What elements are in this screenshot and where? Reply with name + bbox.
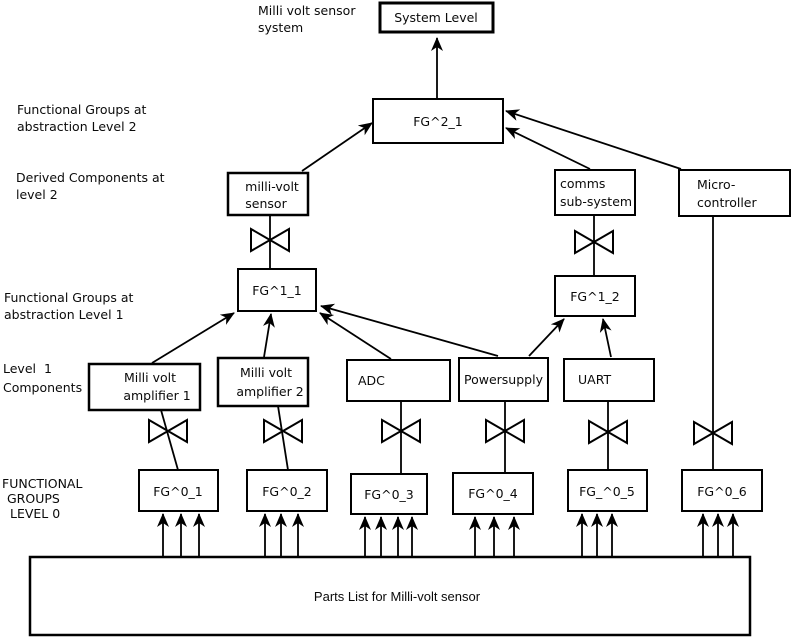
milli-volt-sensor-label: milli-volt: [245, 179, 299, 194]
milli-volt-sensor-node: [228, 173, 308, 215]
uart-node: [564, 359, 654, 401]
powersupply-label: Powersupply: [464, 372, 543, 387]
label-line: Milli volt sensor: [258, 3, 356, 18]
label-line: Functional Groups at: [4, 290, 134, 305]
arrow-psu-fg12: [529, 319, 564, 356]
label-functional-groups-level0: [2, 476, 82, 521]
milli-volt-amplifier-2-label: amplifier 2: [236, 384, 304, 399]
fg0-6-node: [682, 470, 762, 511]
label-level1-components: [3, 361, 82, 395]
label-line: level 2: [16, 187, 58, 202]
arrow-amp2-fg11: [264, 314, 271, 357]
fg0-1-node: [139, 470, 218, 511]
label-line: GROUPS: [7, 491, 60, 506]
system-level-label: System Level: [394, 10, 478, 25]
adc-node: [347, 360, 450, 401]
milli-volt-amplifier-1-node: [89, 364, 200, 410]
parts-list-label: Parts List for Milli-volt sensor: [313, 589, 481, 604]
comms-subsystem-label: sub-system: [560, 194, 633, 209]
fg0-5-label: FG_^0_5: [579, 484, 635, 499]
label-functional-groups-level2: [17, 102, 146, 134]
arrow-amp1-fg11: [152, 313, 234, 363]
fg1-2-node: [555, 276, 635, 316]
label-line: abstraction Level 2: [17, 119, 137, 134]
micro-controller-label: controller: [697, 195, 757, 210]
label-system-note: [258, 3, 356, 35]
edge-amp2-fg02: [278, 406, 288, 470]
fg0-4-node: [453, 473, 533, 514]
arrow-mvsensor-fg21: [302, 123, 372, 171]
fg0-2-node: [247, 470, 327, 511]
adc-label: ADC: [358, 373, 385, 388]
arrow-uart-fg12: [603, 319, 611, 357]
label-line: system: [258, 20, 304, 35]
fg0-6-label: FG^0_6: [697, 484, 747, 499]
comms-subsystem-node: [555, 170, 635, 215]
fg2-1-node: [373, 99, 503, 143]
fg2-1-label: FG^2_1: [413, 114, 463, 129]
fg0-3-label: FG^0_3: [364, 487, 414, 502]
fg0-4-label: FG^0_4: [468, 486, 518, 501]
milli-volt-amplifier-2-label: Milli volt: [239, 365, 293, 380]
fg1-2-label: FG^1_2: [570, 289, 620, 304]
fg1-1-label: FG^1_1: [252, 283, 302, 298]
label-line: Functional Groups at: [17, 102, 147, 117]
fg0-1-label: FG^0_1: [153, 484, 203, 499]
milli-volt-sensor-label: sensor: [245, 196, 287, 211]
fg0-2-label: FG^0_2: [262, 484, 312, 499]
system-level-node: [380, 3, 493, 32]
label-line: Components: [3, 380, 83, 395]
edge-amp1-fg01: [161, 410, 178, 470]
label-line: Derived Components at: [16, 170, 165, 185]
milli-volt-amplifier-1-label: Milli volt: [123, 370, 177, 385]
parts-list-node: [30, 557, 750, 635]
micro-controller-label: Micro-: [697, 177, 736, 192]
comms-subsystem-label: comms: [560, 176, 606, 191]
bowtie-junction-icon: [149, 420, 187, 442]
fg0-3-node: [351, 474, 427, 514]
label-line: abstraction Level 1: [4, 307, 124, 322]
powersupply-node: [459, 358, 548, 401]
milli-volt-amplifier-1-label: amplifier 1: [123, 388, 191, 403]
label-line: LEVEL 0: [10, 506, 61, 521]
arrow-adc-fg11: [320, 313, 391, 359]
label-line: Level 1: [3, 361, 52, 376]
micro-controller-node: [679, 170, 790, 216]
label-line: FUNCTIONAL: [2, 476, 83, 491]
fg0-5-node: [568, 470, 647, 511]
uart-label: UART: [578, 372, 612, 387]
label-functional-groups-level1: [4, 290, 133, 322]
fg1-1-node: [238, 269, 316, 311]
milli-volt-amplifier-2-node: [218, 358, 308, 406]
label-derived-components-level2: [16, 170, 165, 202]
